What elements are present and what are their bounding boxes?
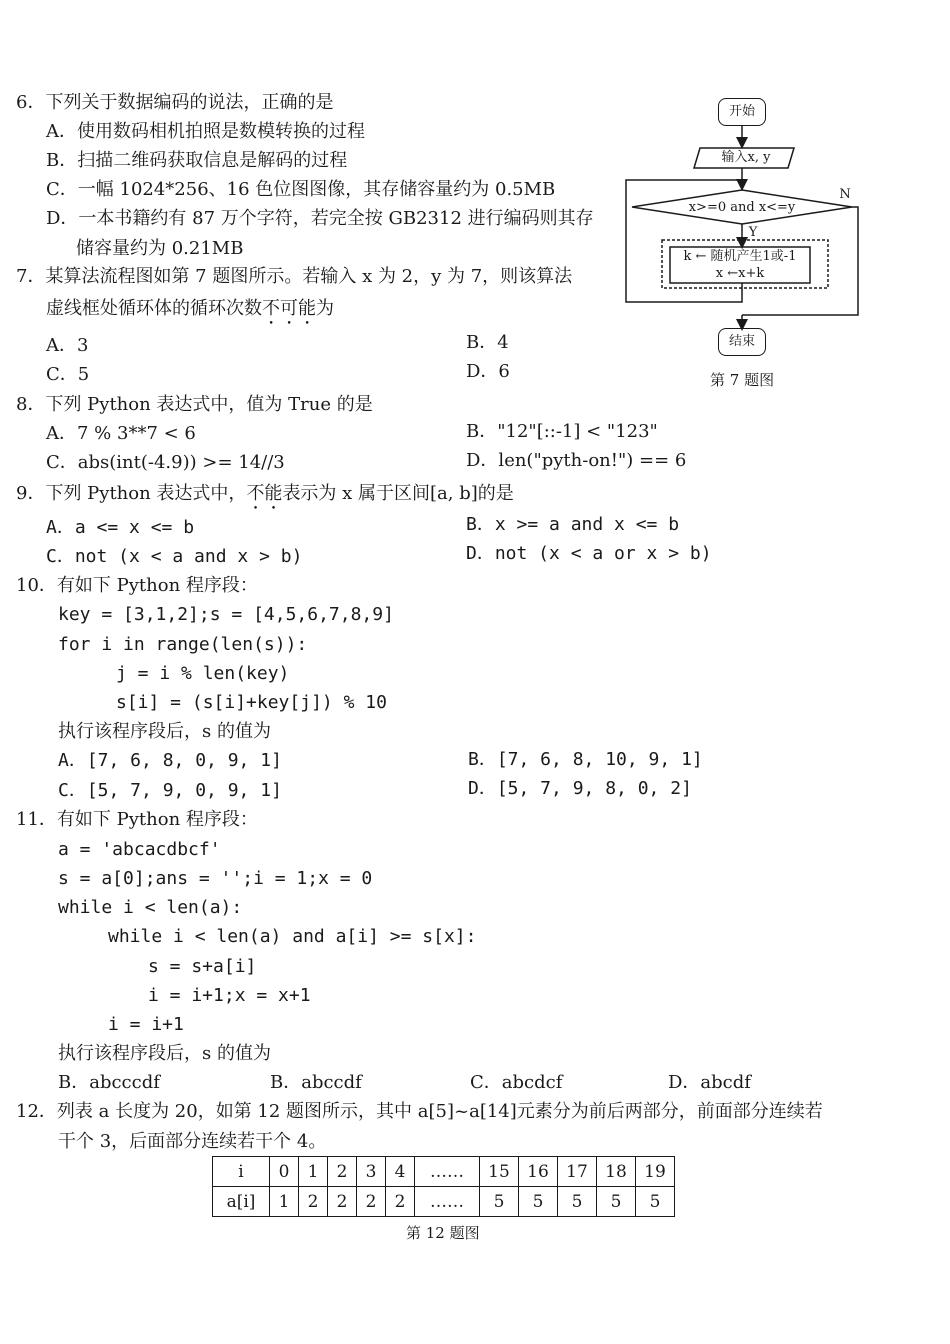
- q6-option-d: D．一本书籍约有 87 万个字符，若完全按 GB2312 进行编码则其存: [46, 208, 594, 229]
- q9-emphasis: 不能: [246, 483, 283, 504]
- q7-stem-line2: 虚线框处循环体的循环次数不可能为: [46, 298, 334, 319]
- table-cell-label: i: [213, 1157, 270, 1187]
- table-row-index: [213, 1157, 675, 1187]
- table-cell-ellipsis: ……: [415, 1157, 480, 1187]
- q11-code-line1: a = 'abcacdbcf': [58, 839, 221, 860]
- q6-option-b: B．扫描二维码获取信息是解码的过程: [46, 150, 348, 171]
- table-cell: 2: [328, 1157, 357, 1187]
- q12-stem-line2: 干个 3，后面部分连续若干个 4。: [58, 1131, 327, 1152]
- table-cell: 18: [597, 1157, 636, 1187]
- flowchart-step-k: k ← 随机产生1或-1: [683, 249, 797, 264]
- table-cell: 15: [480, 1157, 519, 1187]
- q10-option-d: D．[5, 7, 9, 8, 0, 2]: [468, 778, 692, 799]
- q10-code-line3: j = i % len(key): [116, 663, 290, 684]
- q11-code-line3: while i < len(a):: [58, 897, 243, 918]
- q10-option-a: A．[7, 6, 8, 0, 9, 1]: [58, 750, 282, 771]
- q12-array-table: [212, 1156, 675, 1217]
- q10-stem: 10．有如下 Python 程序段：: [16, 575, 258, 596]
- q10-code-line1: key = [3,1,2];s = [4,5,6,7,8,9]: [58, 604, 394, 625]
- q9-stem: 9．下列 Python 表达式中，不能表示为 x 属于区间[a, b]的是: [16, 483, 514, 504]
- q8-option-a: A．7 % 3**7 < 6: [46, 423, 196, 444]
- table-cell: 5: [597, 1187, 636, 1217]
- table-cell: 5: [636, 1187, 675, 1217]
- q11-stem: 11．有如下 Python 程序段：: [16, 809, 258, 830]
- q9-option-b: B．x >= a and x <= b: [466, 514, 680, 535]
- q10-option-b: B．[7, 6, 8, 10, 9, 1]: [468, 749, 703, 770]
- q7-option-d: D．6: [466, 361, 510, 382]
- q7-option-c: C．5: [46, 364, 90, 385]
- q6-stem: 6．下列关于数据编码的说法，正确的是: [16, 92, 334, 113]
- flowchart-step-x: x ←x+k: [715, 266, 765, 281]
- q6-option-a: A．使用数码相机拍照是数模转换的过程: [46, 121, 365, 142]
- table-cell: 1: [270, 1187, 299, 1217]
- table-cell: 1: [299, 1157, 328, 1187]
- table-cell-ellipsis: ……: [415, 1187, 480, 1217]
- table-cell: 16: [519, 1157, 558, 1187]
- flowchart-start: 开始: [718, 98, 766, 126]
- q12-caption: 第 12 题图: [406, 1224, 480, 1242]
- table-cell: 2: [299, 1187, 328, 1217]
- q11-after: 执行该程序段后，s 的值为: [58, 1043, 271, 1064]
- table-cell: 17: [558, 1157, 597, 1187]
- flowchart-caption: 第 7 题图: [710, 371, 775, 389]
- q7-option-a: A．3: [46, 335, 89, 356]
- table-cell: 0: [270, 1157, 299, 1187]
- q8-option-d: D．len("pyth-on!") == 6: [466, 450, 687, 471]
- q11-option-d: D．abcdf: [668, 1072, 751, 1093]
- q7-stem-line1: 7．某算法流程图如第 7 题图所示。若输入 x 为 2，y 为 7，则该算法: [16, 266, 573, 287]
- q11-code-line7: i = i+1: [108, 1014, 184, 1035]
- q11-code-line5: s = s+a[i]: [148, 956, 257, 977]
- q11-code-line2: s = a[0];ans = '';i = 1;x = 0: [58, 868, 373, 889]
- table-cell: 4: [386, 1157, 415, 1187]
- table-row-values: [213, 1187, 675, 1217]
- q7-option-b: B．4: [466, 332, 509, 353]
- table-cell: 5: [558, 1187, 597, 1217]
- flowchart-no-label: N: [839, 187, 851, 202]
- q10-code-line2: for i in range(len(s)):: [58, 634, 308, 655]
- q6-option-c: C．一幅 1024*256、16 色位图图像，其存储容量约为 0.5MB: [46, 179, 556, 200]
- table-cell-label: a[i]: [213, 1187, 270, 1217]
- flowchart-input: 输入x, y: [721, 150, 771, 165]
- q7-emphasis: 不可能: [262, 298, 316, 319]
- q8-option-b: B．"12"[::-1] < "123": [466, 421, 658, 442]
- q11-option-a: B．abcccdf: [58, 1072, 160, 1093]
- table-cell: 5: [480, 1187, 519, 1217]
- q11-option-b: B．abccdf: [270, 1072, 362, 1093]
- flowchart-end: 结束: [718, 328, 766, 356]
- table-cell: 2: [357, 1187, 386, 1217]
- table-cell: 19: [636, 1157, 675, 1187]
- q10-after: 执行该程序段后，s 的值为: [58, 721, 271, 742]
- q12-stem-line1: 12．列表 a 长度为 20，如第 12 题图所示，其中 a[5]~a[14]元素分为前后两部分，前面部分连续若: [16, 1101, 823, 1122]
- table-cell: 5: [519, 1187, 558, 1217]
- flowchart-condition: x>=0 and x<=y: [688, 200, 796, 215]
- q8-stem: 8．下列 Python 表达式中，值为 True 的是: [16, 394, 373, 415]
- q10-option-c: C．[5, 7, 9, 0, 9, 1]: [58, 780, 282, 801]
- q11-code-line6: i = i+1;x = x+1: [148, 985, 311, 1006]
- q9-option-d: D．not (x < a or x > b): [466, 543, 712, 564]
- q9-option-c: C．not (x < a and x > b): [46, 546, 303, 567]
- table-cell: 2: [328, 1187, 357, 1217]
- flowchart-yes-label: Y: [748, 225, 758, 240]
- q9-option-a: A．a <= x <= b: [46, 517, 195, 538]
- q11-option-c: C．abcdcf: [470, 1072, 563, 1093]
- q11-code-line4: while i < len(a) and a[i] >= s[x]:: [108, 926, 477, 947]
- table-cell: 2: [386, 1187, 415, 1217]
- q8-option-c: C．abs(int(-4.9)) >= 14//3: [46, 452, 285, 473]
- q6-option-d-cont: 储容量约为 0.21MB: [76, 238, 244, 259]
- q10-code-line4: s[i] = (s[i]+key[j]) % 10: [116, 692, 387, 713]
- table-cell: 3: [357, 1157, 386, 1187]
